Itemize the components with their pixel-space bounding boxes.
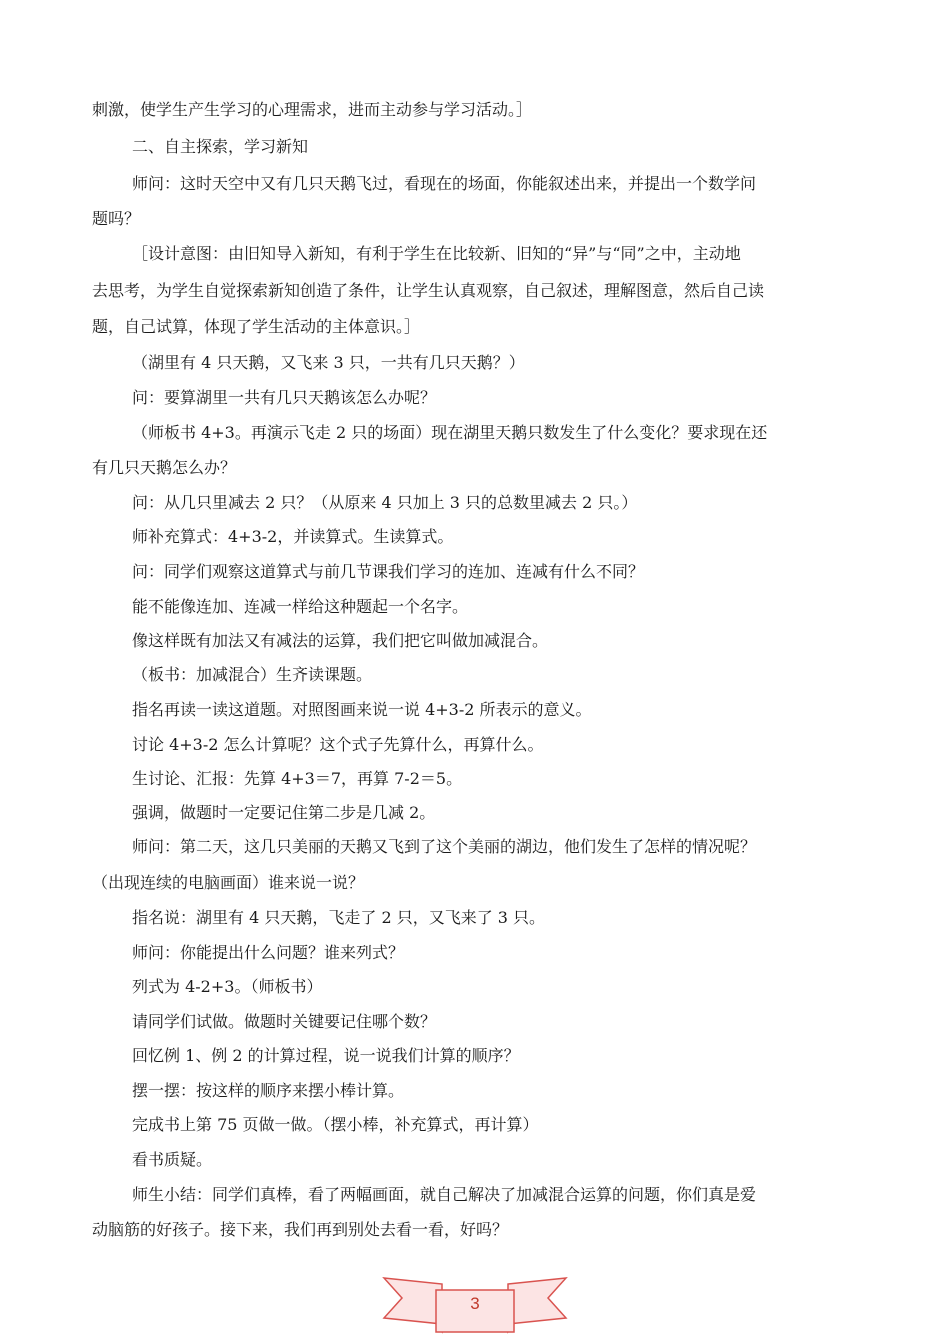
paragraph-line: 师问：你能提出什么问题？谁来列式？ [132,943,405,962]
paragraph-line: （板书：加减混合）生齐读课题。 [132,665,373,684]
page-number: 3 [470,1294,480,1313]
paragraph-line: 指名再读一读这道题。对照图画来说一说 4+3-2 所表示的意义。 [132,700,592,719]
paragraph-line: 题，自己试算，体现了学生活动的主体意识。］ [92,317,421,336]
paragraph-line: 强调，做题时一定要记住第二步是几减 2。 [132,803,436,822]
paragraph-line: （湖里有 4 只天鹅，又飞来 3 只，一共有几只天鹅？） [132,353,525,372]
paragraph-line: 像这样既有加法又有减法的运算，我们把它叫做加减混合。 [132,631,549,650]
paragraph-line: 看书质疑。 [132,1150,213,1169]
paragraph-line: 问：要算湖里一共有几只天鹅该怎么办呢？ [132,388,437,407]
paragraph-line: 有几只天鹅怎么办？ [92,458,237,477]
paragraph-line: 指名说：湖里有 4 只天鹅，飞走了 2 只，又飞来了 3 只。 [132,908,546,927]
paragraph-line: 完成书上第 75 页做一做。（摆小棒，补充算式，再计算） [132,1115,539,1134]
paragraph-line: 回忆例 1、例 2 的计算过程，说一说我们计算的顺序？ [132,1046,520,1065]
page-number-ribbon [380,1268,570,1338]
paragraph-line: 去思考，为学生自觉探索新知创造了条件，让学生认真观察，自己叙述，理解图意，然后自己读 [92,281,765,300]
paragraph-line: （出现连续的电脑画面）谁来说一说？ [92,873,365,892]
paragraph-line: 刺激，使学生产生学习的心理需求，进而主动参与学习活动。］ [92,100,533,119]
paragraph-line: ［设计意图：由旧知导入新知，有利于学生在比较新、旧知的“异”与“同”之中，主动地 [132,244,741,263]
paragraph-line: 请同学们试做。做题时关键要记住哪个数？ [132,1012,437,1031]
section-heading: 二、自主探索，学习新知 [132,137,309,156]
paragraph-line: 能不能像连加、连减一样给这种题起一个名字。 [132,597,469,616]
paragraph-line: 列式为 4-2+3。（师板书） [132,977,323,996]
paragraph-line: （师板书 4+3。再演示飞走 2 只的场面）现在湖里天鹅只数发生了什么变化？要求现在还 [132,423,768,442]
paragraph-line: 师生小结：同学们真棒，看了两幅画面，就自己解决了加减混合运算的问题，你们真是爱 [132,1185,757,1204]
paragraph-line: 动脑筋的好孩子。接下来，我们再到别处去看一看，好吗？ [92,1220,509,1239]
paragraph-line: 生讨论、汇报：先算 4+3＝7，再算 7-2＝5。 [132,769,463,788]
paragraph-line: 师补充算式：4+3-2，并读算式。生读算式。 [132,527,454,546]
paragraph-line: 师问：这时天空中又有几只天鹅飞过，看现在的场面，你能叙述出来，并提出一个数学问 [132,174,757,193]
paragraph-line: 讨论 4+3-2 怎么计算呢？这个式子先算什么，再算什么。 [132,735,544,754]
paragraph-line: 师问：第二天，这几只美丽的天鹅又飞到了这个美丽的湖边，他们发生了怎样的情况呢？ [132,837,757,856]
paragraph-line: 题吗？ [92,209,141,228]
paragraph-line: 摆一摆：按这样的顺序来摆小棒计算。 [132,1081,405,1100]
paragraph-line: 问：同学们观察这道算式与前几节课我们学习的连加、连减有什么不同？ [132,562,645,581]
paragraph-line: 问：从几只里减去 2 只？（从原来 4 只加上 3 只的总数里减去 2 只。） [132,493,638,512]
